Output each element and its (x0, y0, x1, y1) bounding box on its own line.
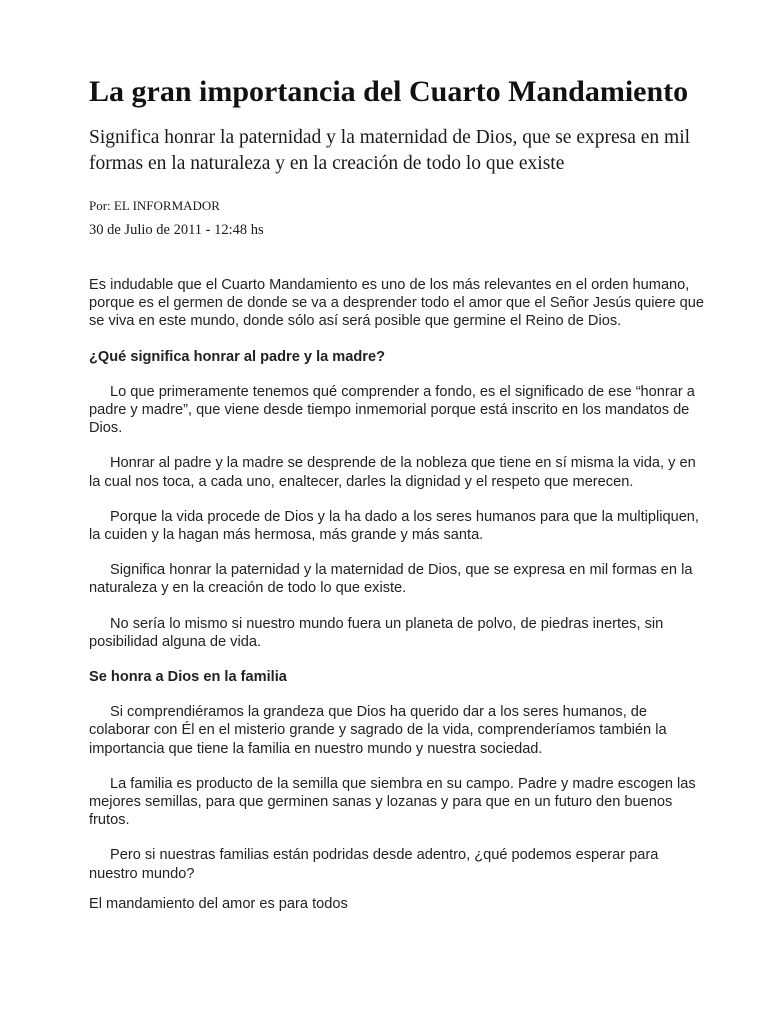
body-paragraph: Honrar al padre y la madre se desprende de la nobleza que tiene en sí misma la vida, y en la cual nos toca, a cada uno, enaltecer, darles la dignidad y el respeto que merecen. (89, 455, 696, 490)
section-heading: Se honra a Dios en la familia (89, 669, 287, 686)
article-body (89, 276, 711, 930)
body-paragraph: Porque la vida procede de Dios y la ha dado a los seres humanos para que la multipliquen, la cuiden y la hagan más hermosa, más grande y más santa. (89, 508, 699, 544)
body-paragraph: Es indudable que el Cuarto Mandamiento es uno de los más relevantes en el orden humano, porque es el germen de donde se va a desprender todo el amor que el Señor Jesús quiere que se viva en este mundo, donde sólo así será posible que germine el Reino de Dios. (89, 277, 704, 330)
body-paragraph: No sería lo mismo si nuestro mundo fuera un planeta de polvo, de piedras inertes, sin posibilidad alguna de vida. (89, 615, 664, 650)
body-paragraph: Significa honrar la paternidad y la maternidad de Dios, que se expresa en mil formas en la naturaleza y en la creación de todo lo que existe. (89, 562, 693, 597)
body-paragraph: El mandamiento del amor es para todos (89, 895, 348, 912)
body-paragraph: Si comprendiéramos la grandeza que Dios ha querido dar a los seres humanos, de colaborar con Él en el misterio grande y sagrado de la vida, comprenderíamos también la importancia que tiene la familia en nuestro mundo y nuestra sociedad. (89, 704, 667, 757)
article-byline: Por: EL INFORMADOR (89, 198, 220, 213)
body-paragraph: La familia es producto de la semilla que siembra en su campo. Padre y madre escogen las mejores semillas, para que germinen sanas y lozanas y para que en un futuro den buenos frutos. (89, 775, 696, 829)
section-heading: ¿Qué significa honrar al padre y la madre? (89, 348, 386, 365)
article-title: La gran importancia del Cuarto Mandamiento (89, 75, 689, 108)
body-paragraph: Lo que primeramente tenemos qué comprender a fondo, es el significado de ese “honrar a padre y madre”, que viene desde tiempo inmemorial porque está inscrito en los mandatos de Dios. (89, 383, 695, 437)
article-subtitle: Significa honrar la paternidad y la maternidad de Dios, que se expresa en mil formas en la naturaleza y en la creación de todo lo que existe (89, 127, 691, 174)
body-paragraph: Pero si nuestras familias están podridas desde adentro, ¿qué podemos esperar para nuestro mundo? (89, 847, 659, 882)
article-date: 30 de Julio de 2011 - 12:48 hs (89, 222, 264, 238)
